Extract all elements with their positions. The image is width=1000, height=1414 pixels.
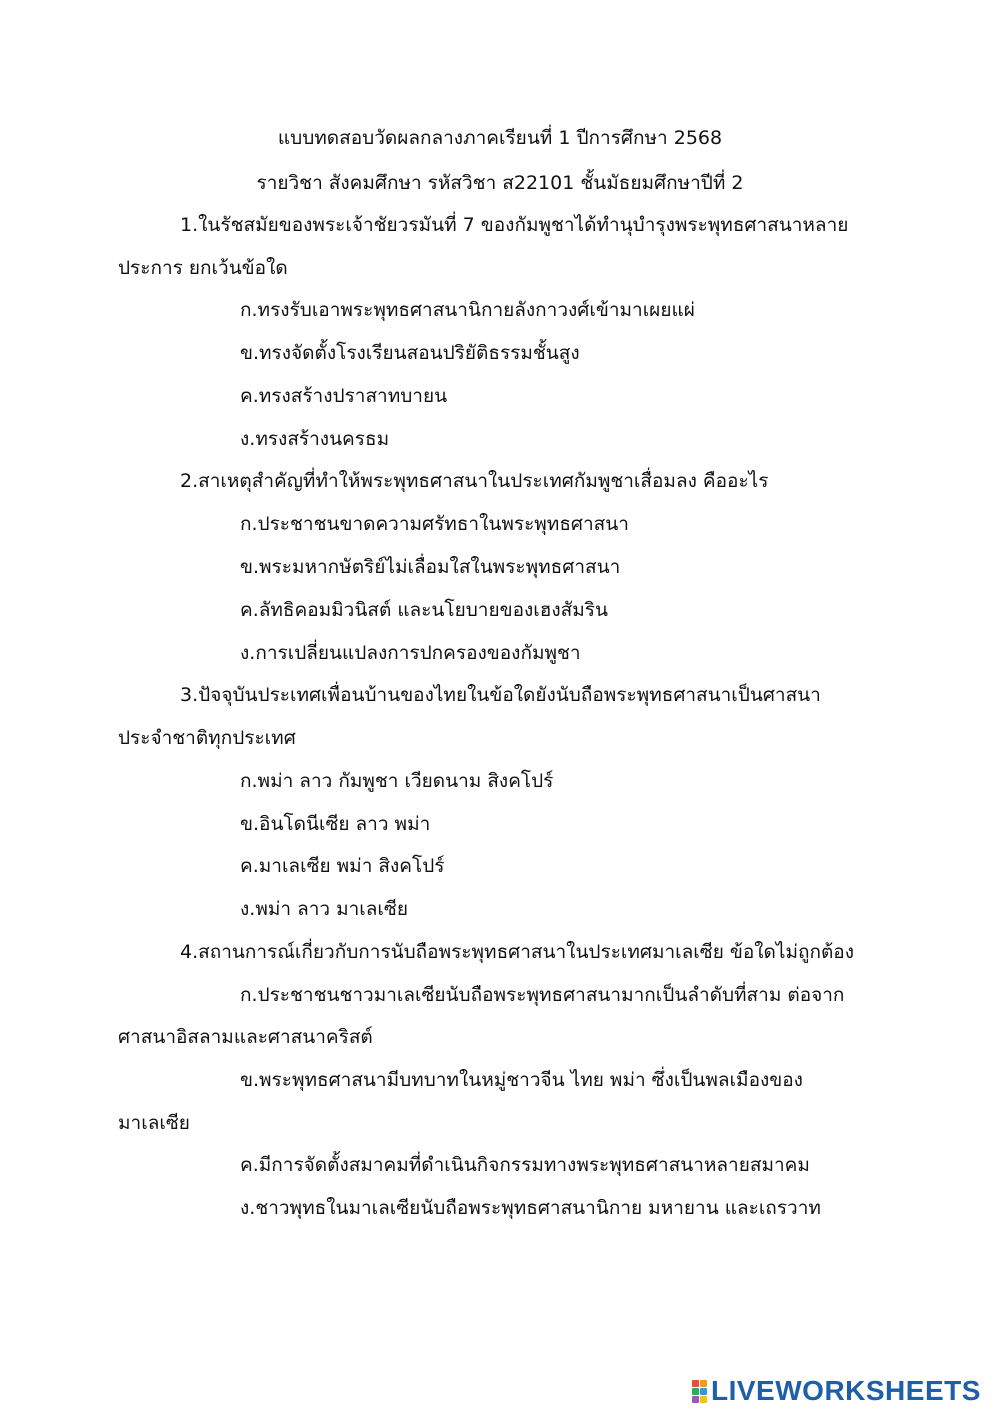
question-2-option-d: ง.การเปลี่ยนแปลงการปกครองของกัมพูชา [240,642,581,664]
logo-square-1 [692,1380,699,1387]
exam-subtitle: รายวิชา สังคมศึกษา รหัสวิชา ส22101 ชั้นมัธยมศึกษาปีที่ 2 [256,172,744,194]
question-4-option-a-continued: ศาสนาอิสลามและศาสนาคริสต์ [118,1026,373,1048]
question-4-text: 4.สถานการณ์เกี่ยวกับการนับถือพระพุทธศาสนาในประเทศมาเลเซีย ข้อใดไม่ถูกต้อง [180,941,854,963]
question-2-text: 2.สาเหตุสำคัญที่ทำให้พระพุทธศาสนาในประเทศกัมพูชาเสื่อมลง คืออะไร [180,470,769,492]
question-4-option-a: ก.ประชาชนชาวมาเลเซียนับถือพระพุทธศาสนามากเป็นลำดับที่สาม ต่อจาก [240,984,845,1006]
question-3-option-a: ก.พม่า ลาว กัมพูชา เวียดนาม สิงคโปร์ [240,770,554,792]
question-1-option-a: ก.ทรงรับเอาพระพุทธศาสนานิกายลังกาวงศ์เข้ามาเผยแผ่ [240,299,695,321]
logo-square-4 [700,1388,707,1395]
question-4-option-b: ข.พระพุทธศาสนามีบทบาทในหมู่ชาวจีน ไทย พม่า ซึ่งเป็นพลเมืองของ [240,1069,803,1091]
liveworksheets-logo-text: LIVEWORKSHEETS [711,1375,981,1406]
question-3-text: 3.ปัจจุบันประเทศเพื่อนบ้านของไทยในข้อใดยังนับถือพระพุทธศาสนาเป็นศาสนา [180,684,821,706]
question-4-option-b-continued: มาเลเซีย [118,1112,190,1134]
question-2-option-b: ข.พระมหากษัตริย์ไม่เลื่อมใสในพระพุทธศาสนา [240,556,621,578]
question-3-option-c: ค.มาเลเซีย พม่า สิงคโปร์ [240,855,445,877]
question-1-option-d: ง.ทรงสร้างนครธม [240,428,390,450]
question-3-option-b: ข.อินโดนีเซีย ลาว พม่า [240,813,431,835]
question-2-option-c: ค.ลัทธิคอมมิวนิสต์ และนโยบายของเฮงสัมริน [240,599,608,621]
question-3-option-d: ง.พม่า ลาว มาเลเซีย [240,898,408,920]
logo-square-3 [692,1388,699,1395]
question-1-option-b: ข.ทรงจัดตั้งโรงเรียนสอนปริยัติธรรมชั้นสูง [240,342,580,364]
liveworksheets-logo [692,1374,981,1408]
question-2-option-a: ก.ประชาชนขาดความศรัทธาในพระพุทธศาสนา [240,513,629,535]
exam-title: แบบทดสอบวัดผลกลางภาคเรียนที่ 1 ปีการศึกษา 2568 [277,127,723,149]
question-3-text-continued: ประจำชาติทุกประเทศ [118,727,296,749]
question-4-option-c: ค.มีการจัดตั้งสมาคมที่ดำเนินกิจกรรมทางพระพุทธศาสนาหลายสมาคม [240,1154,810,1176]
question-1-text-continued: ประการ ยกเว้นข้อใด [118,257,288,279]
question-1-option-c: ค.ทรงสร้างปราสาทบายน [240,385,448,407]
logo-square-2 [700,1380,707,1387]
liveworksheets-logo-icon [692,1380,707,1403]
logo-square-6 [700,1396,707,1403]
question-1-text: 1.ในรัชสมัยของพระเจ้าชัยวรมันที่ 7 ของกัมพูชาได้ทำนุบำรุงพระพุทธศาสนาหลาย [180,214,849,236]
logo-square-5 [692,1396,699,1403]
question-4-option-d: ง.ชาวพุทธในมาเลเซียนับถือพระพุทธศาสนานิกาย มหายาน และเถรวาท [240,1197,821,1219]
